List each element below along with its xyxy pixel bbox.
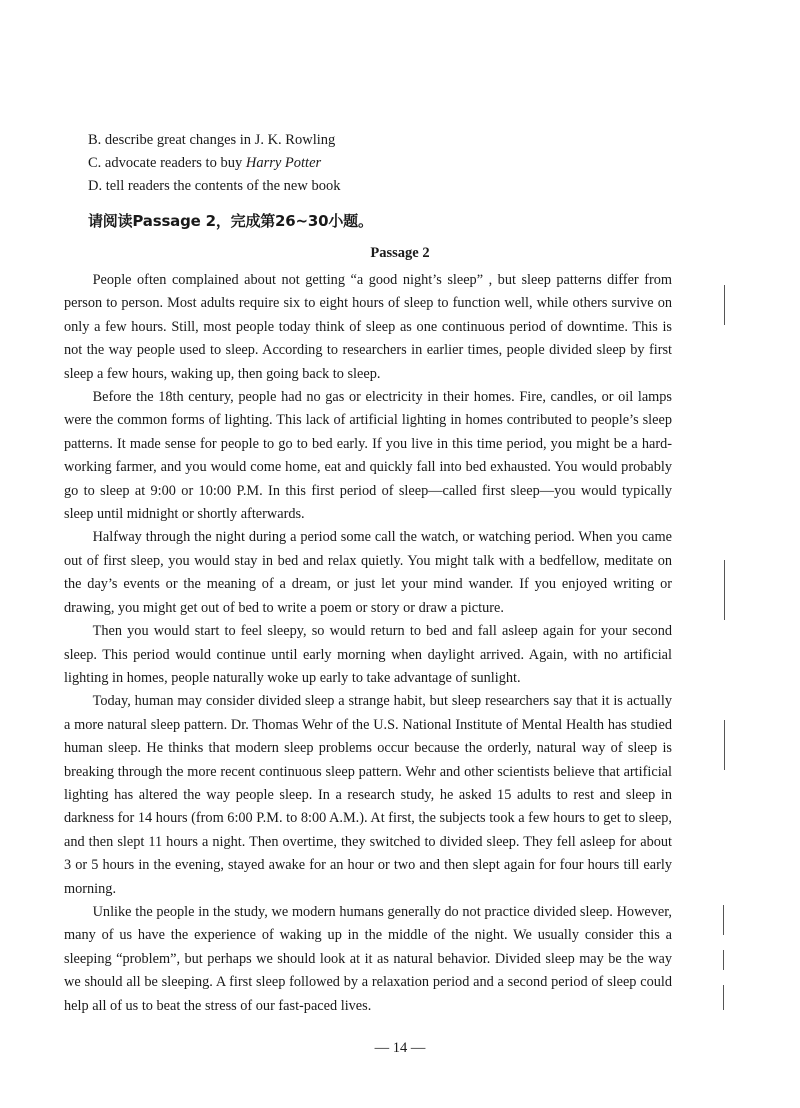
option-c-book-title: Harry Potter — [245, 155, 322, 171]
margin-scan-mark — [724, 560, 725, 620]
passage-paragraph-2: Before the 18th century, people had no gas or electricity in their homes. Fire, candles, or oil lamps were the common forms of lighting. This lack of artificial lighting in homes contributed to people’s sleep patterns. It made sense for people to go to bed early. If you live in this time period, you might be a hard-working farmer, and you would come home, eat and quickly fall into bed exhausted. You would probably go to sleep at 9:00 or 10:00 P.M. In this first period of sleep—called first sleep—you would typically sleep until midnight or shortly afterwards. — [64, 389, 672, 523]
option-d: D. tell readers the contents of the new book — [88, 178, 341, 194]
page-number: — 14 — — [374, 1040, 426, 1056]
passage-body — [64, 269, 672, 1018]
passage-instruction: 请阅读Passage 2，完成第26~30小题。 — [88, 212, 373, 230]
passage-title: Passage 2 — [370, 245, 430, 261]
option-c-text: C. advocate readers to buy — [88, 155, 246, 171]
margin-scan-mark — [723, 985, 724, 1010]
option-c — [88, 154, 321, 172]
margin-scan-mark — [724, 285, 725, 325]
passage-paragraph-5: Today, human may consider divided sleep a strange habit, but sleep researchers say that it is actually a more natural sleep pattern. Dr. Thomas Wehr of the U.S. National Institute of Mental Health has studied human sleep. He thinks that modern sleep problems occur because the orderly, natural way of sleep is breaking through the more recent continuous sleep pattern. Wehr and other scientists believe that artificial lighting has altered the way people sleep. In a research study, he asked 15 adults to rest and sleep in darkness for 14 hours (from 6:00 P.M. to 8:00 A.M.). At first, the subjects took a few hours to get to sleep, and then slept 11 hours a night. Then overtime, they switched to divided sleep. They fell asleep for about 3 or 5 hours in the evening, stayed awake for an hour or two and then slept again for four hours till early morning. — [64, 693, 672, 897]
margin-scan-mark — [723, 905, 724, 935]
passage-paragraph-6: Unlike the people in the study, we modern humans generally do not practice divided sleep. However, many of us have the experience of waking up in the middle of the night. We usually consider this a sleeping “problem”, but perhaps we should look at it as natural behavior. Divided sleep may be the way we should all be sleeping. A first sleep followed by a relaxation period and a second period of sleep could help all of us to beat the stress of our fast-paced lives. — [64, 903, 672, 1014]
margin-scan-mark — [723, 950, 724, 970]
option-b: B. describe great changes in J. K. Rowling — [88, 132, 336, 148]
passage-paragraph-3: Halfway through the night during a period some call the watch, or watching period. When you came out of first sleep, you would stay in bed and relax quietly. You might talk with a bedfellow, meditate on the day’s events or the meaning of a dream, or just let your mind wander. If you enjoyed writing or drawing, you might get out of bed to write a poem or story or draw a picture. — [64, 529, 672, 616]
passage-paragraph-4: Then you would start to feel sleepy, so would return to bed and fall asleep again for your second sleep. This period would continue until early morning when daylight arrived. Again, with no artificial lighting in homes, people naturally woke up early to take advantage of sunlight. — [64, 623, 672, 686]
margin-scan-mark — [724, 720, 725, 770]
passage-paragraph-1: People often complained about not getting “a good night’s sleep” , but sleep patterns differ from person to person. Most adults require six to eight hours of sleep to function well, while others survive on only a few hours. Still, most people today think of sleep as one continuous period of downtime. This is not the way people used to sleep. According to researchers in earlier times, people divided sleep by first sleep a few hours, waking up, then going back to sleep. — [64, 272, 672, 382]
